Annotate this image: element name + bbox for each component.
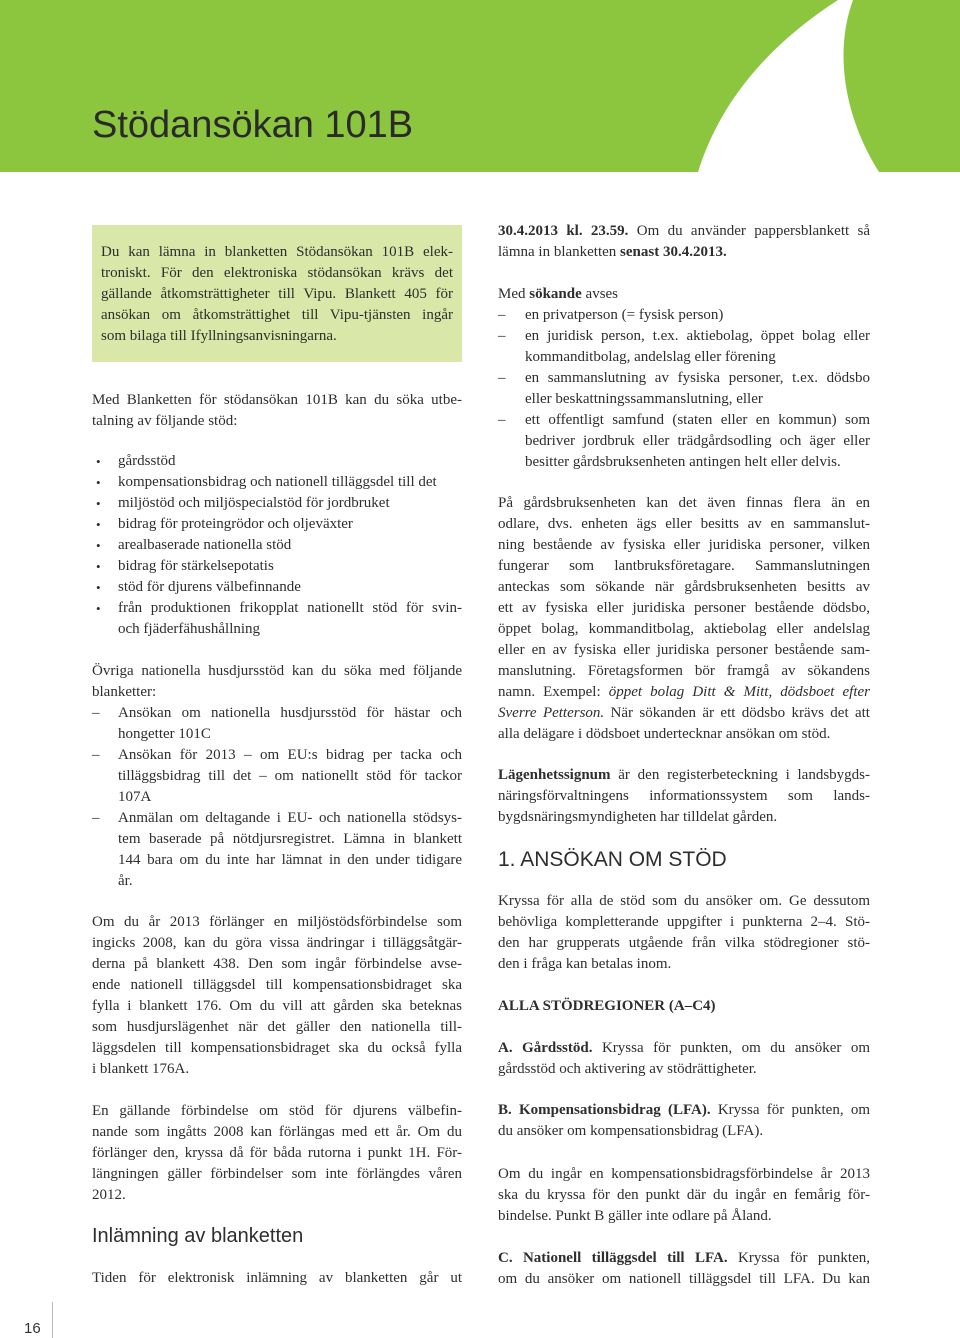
text-line: gårdsstöd <box>118 452 176 469</box>
list-item-text <box>525 305 870 326</box>
list-item <box>92 577 462 598</box>
text-line: längningen gäller förbindelser som inte förlängdes våren <box>92 1165 462 1182</box>
bullet-marker: • <box>96 579 101 595</box>
list-item <box>498 368 870 410</box>
text-line <box>498 221 870 242</box>
submission-heading: Inlämning av blanketten <box>92 1225 304 1247</box>
italic-text: Sverre Petterson. <box>498 704 605 721</box>
text-line: 107A <box>118 788 152 805</box>
text-line: Om du ingår en kompensationsbidragsförbindelse år 2013 <box>498 1165 870 1182</box>
text-line: hongetter 101C <box>118 725 211 742</box>
list-item <box>92 472 462 493</box>
list-item-text <box>118 808 462 892</box>
text-line: bedriver jordbruk eller trädgårdsodling och äger eller <box>525 432 870 449</box>
list-item <box>92 703 462 745</box>
text-line: från produktionen frikopplat nationellt stöd för svin- <box>118 599 462 616</box>
intro-note-text <box>101 242 453 347</box>
dash-marker: – <box>498 306 506 323</box>
bullet-marker: • <box>96 516 101 532</box>
list-item <box>92 451 462 472</box>
text-line: Om du år 2013 förlänger en miljöstödsförbindelse som <box>92 913 462 930</box>
text-line: anteckas som sökande när gårdsbruksenheten besitts av <box>498 578 870 595</box>
list-item-text <box>118 703 462 745</box>
text-text: avses <box>581 285 619 302</box>
dash-marker: – <box>92 746 100 763</box>
text-line: ende nationell tilläggsdel till kompensationsbidraget ska <box>92 976 462 993</box>
text-line: en sammanslutning av fysiska personer, t.ex. dödsbo <box>525 369 870 386</box>
text-line: ning bestående av fysiska eller juridiska personer, vilken <box>498 536 870 553</box>
bold-text: C. Nationell tilläggsdel till LFA. <box>498 1249 728 1266</box>
list-item <box>92 535 462 556</box>
list-item-text <box>118 598 462 640</box>
list-item-text <box>118 535 462 556</box>
text-line: den i fråga kan betalas inom. <box>498 955 672 972</box>
section-1-heading: 1. ANSÖKAN OM STÖD <box>498 848 727 871</box>
text-line: näringsförvaltningens informationssystem som lands- <box>498 787 870 804</box>
list-item <box>92 598 462 640</box>
all-regions-heading: ALLA STÖDREGIONER (A–C4) <box>498 997 716 1014</box>
text-line: en juridisk person, t.ex. aktiebolag, öppet bolag eller <box>525 327 870 344</box>
text-line: fylla i blankett 176. Om du vill att gården ska beteknas <box>92 997 462 1014</box>
header-banner <box>0 0 960 172</box>
text-text: Kryssa för punkten, om <box>710 1101 870 1118</box>
text-line: En gällande förbindelse om stöd för djurens välbefin- <box>92 1102 462 1119</box>
list-item <box>92 556 462 577</box>
list-item <box>498 410 870 473</box>
text-line: bygdsnäringsmyndigheten har tilldelat gården. <box>498 808 778 825</box>
text-line: nande som ingåtts 2008 kan förlängas med ett år. Om du <box>92 1123 462 1140</box>
list-item-text <box>118 472 462 493</box>
list-item-text <box>118 577 462 598</box>
text-line: Övriga nationella husdjursstöd kan du söka med följande <box>92 662 462 679</box>
text-line: läggsdelen till kompensationsbidraget ska du också fylla <box>92 1039 462 1056</box>
list-item <box>92 808 462 892</box>
text-line <box>498 242 870 263</box>
text-line: tilläggsbidrag till det – om nationellt stöd för tackor <box>118 767 462 784</box>
list-item <box>92 514 462 535</box>
text-line: ett offentligt samfund (staten eller en kommun) som <box>525 411 870 428</box>
text-line <box>498 1100 870 1121</box>
list-item-text <box>118 745 462 808</box>
bold-text: Lägenhetssignum <box>498 766 611 783</box>
text-text: lämna in blanketten <box>498 243 621 260</box>
bullet-marker: • <box>96 600 101 616</box>
other-forms-intro-paragraph <box>92 661 462 703</box>
italic-text: öppet bolag Ditt & Mitt, dödsboet efter <box>608 683 870 700</box>
list-item-text <box>118 451 462 472</box>
text-line: gårdsstöd och aktivering av stödrättigheter. <box>498 1060 757 1077</box>
bold-text: 30.4.2013 kl. 23.59. <box>498 222 629 239</box>
bold-text: A. Gårdsstöd. <box>498 1039 593 1056</box>
text-line: bidrag för proteingrödor och oljeväxter <box>118 515 353 532</box>
list-item-text <box>118 514 462 535</box>
dash-marker: – <box>92 704 100 721</box>
list-item <box>92 493 462 514</box>
submission-paragraph <box>92 1268 462 1289</box>
bullet-marker: • <box>96 474 101 490</box>
text-line <box>498 682 870 703</box>
text-line: kompensationsbidrag och nationell tilläggsdel till det <box>118 473 437 490</box>
dash-marker: – <box>498 369 506 386</box>
other-forms-list <box>92 703 462 892</box>
list-item-text <box>118 493 462 514</box>
text-line: du ansöker om kompensationsbidrag (LFA). <box>498 1122 764 1139</box>
lagenhetssignum-paragraph <box>498 765 870 828</box>
text-text: Kryssa för punkten, om du ansöker om <box>592 1039 870 1056</box>
dash-marker: – <box>92 809 100 826</box>
text-line: Tiden för elektronisk inlämning av blanketten går ut <box>92 1269 462 1286</box>
bullet-marker: • <box>96 453 101 469</box>
text-line: blanketter: <box>92 683 157 700</box>
item-b-paragraph <box>498 1100 870 1142</box>
section-1-paragraph <box>498 891 870 975</box>
deadline-paragraph <box>498 221 870 263</box>
page-title: Stödansökan 101B <box>92 104 414 146</box>
text-line: ingicks 2008, kan du göra vissa ändringar i tilläggsåtgär- <box>92 934 462 951</box>
text-line: Du kan lämna in blanketten Stödansökan 101B elek- <box>101 243 453 260</box>
text-line: som bilaga till Ifyllningsanvisningarna. <box>101 327 337 344</box>
text-line: bindelse. Punkt B gäller inte odlare på Åland. <box>498 1207 772 1224</box>
text-line: 2012. <box>92 1186 126 1203</box>
text-line: år. <box>118 872 133 889</box>
list-item-text <box>525 368 870 410</box>
dash-marker: – <box>498 327 506 344</box>
support-types-list <box>92 451 462 640</box>
text-line: behövliga kompletterande uppgifter i punkterna 2–4. Stö- <box>498 913 870 930</box>
text-text: Kryssa för punkten, <box>727 1249 870 1266</box>
farm-unit-paragraph <box>498 493 870 745</box>
text-line: och fjäderfähushållning <box>118 620 261 637</box>
bold-text: B. Kompensationsbidrag (LFA). <box>498 1101 711 1118</box>
item-c-paragraph <box>498 1248 870 1290</box>
text-line: förlänger den, kryssa då för båda rutorna i punkt 1H. För- <box>92 1144 462 1161</box>
dash-marker: – <box>498 411 506 428</box>
environment-commitment-paragraph <box>92 912 462 1080</box>
text-line: stöd för djurens välbefinnande <box>118 578 301 595</box>
bold-text: senast 30.4.2013. <box>620 243 727 260</box>
text-line: om du ansöker om nationell tilläggsdel till LFA. Du kan <box>498 1270 870 1287</box>
text-line: miljöstöd och miljöspecialstöd för jordbruket <box>118 494 390 511</box>
text-line: Ansökan om nationella husdjursstöd för hästar och <box>118 704 462 721</box>
bullet-marker: • <box>96 537 101 553</box>
text-line: Ansökan för 2013 – om EU:s bidrag per tacka och <box>118 746 462 763</box>
text-line: Anmälan om deltagande i EU- och nationella stödsys- <box>118 809 462 826</box>
list-item <box>92 745 462 808</box>
text-line: odlare, dvs. enheten ägs eller besitts av en sammanslut- <box>498 515 870 532</box>
text-text: Om du använder pappersblankett så <box>628 222 870 239</box>
text-line: den har grupperats utgående från vilka stödregioner stö- <box>498 934 870 951</box>
text-text: är den registerbeteckning i landsbygds- <box>610 766 870 783</box>
page-number: 16 <box>24 1320 41 1337</box>
text-line <box>498 703 870 724</box>
text-line: alla delägare i dödsboet undertecknar ansökan om stöd. <box>498 725 831 742</box>
applicant-types-list <box>498 305 870 473</box>
item-a-paragraph <box>498 1038 870 1080</box>
page-margin-rule <box>52 1302 53 1338</box>
bullet-marker: • <box>96 495 101 511</box>
text-line: fungerar som lantbruksföretagare. Sammanslutningen <box>498 557 870 574</box>
list-item-text <box>525 410 870 473</box>
text-text: Med <box>498 285 530 302</box>
text-line: 144 bara om du inte har lämnat in den under tidigare <box>118 851 462 868</box>
text-text: När sökanden är ett dödsbo krävs det att <box>604 704 870 721</box>
text-line: besitter gårdsbruksenheten antingen helt eller delvis. <box>525 453 841 470</box>
text-text: namn. Exempel: <box>498 683 609 700</box>
list-item-text <box>525 326 870 368</box>
text-line: en privatperson (= fysisk person) <box>525 306 724 323</box>
applicant-definition-paragraph <box>498 284 870 305</box>
text-line: öppet bolag, kommanditbolag, aktiebolag eller andelslag <box>498 620 870 637</box>
text-line: gällande åtkomsträttigheter till Vipu. Blankett 405 för <box>101 285 453 302</box>
support-intro-paragraph <box>92 390 462 432</box>
text-line <box>498 765 870 786</box>
text-line: derna på blankett 438. Den som ingår förbindelse avse- <box>92 955 462 972</box>
text-line: bidrag för stärkelsepotatis <box>118 557 274 574</box>
text-line: ett av fysiska eller juridiska personer bestående dödsbo, <box>498 599 870 616</box>
list-item <box>498 305 870 326</box>
text-line: som husdjurslägenhet när det gäller den nationella till- <box>92 1018 462 1035</box>
text-line: tem baserade på nötdjursregistret. Lämna in blankett <box>118 830 462 847</box>
lfa-commitment-paragraph <box>498 1164 870 1227</box>
text-line: kommanditbolag, andelslag eller förening <box>525 348 776 365</box>
text-line: På gårdsbruksenheten kan det även finnas flera än en <box>498 494 870 511</box>
text-line: i blankett 176A. <box>92 1060 190 1077</box>
text-line: Med Blanketten för stödansökan 101B kan du söka utbe- <box>92 391 462 408</box>
text-line <box>498 284 870 305</box>
text-line: talning av följande stöd: <box>92 412 238 429</box>
text-line: ansökan om åtkomsträttighet till Vipu-tjänsten ingår <box>101 306 453 323</box>
list-item-text <box>118 556 462 577</box>
text-line: arealbaserade nationella stöd <box>118 536 292 553</box>
text-line: ska du kryssa för den punkt där du ingår en femårig för- <box>498 1186 870 1203</box>
text-line: manslutning. Företagsformen bör framgå av sökandens <box>498 662 870 679</box>
text-line: Kryssa för alla de stöd som du ansöker om. Ge dessutom <box>498 892 870 909</box>
list-item <box>498 326 870 368</box>
text-line: eller en av fysiska eller juridiska personer bestående sam- <box>498 641 870 658</box>
text-line: troniskt. För den elektroniska stödansökan krävs det <box>101 264 453 281</box>
text-line <box>498 1038 870 1059</box>
bold-text: sökande <box>529 285 582 302</box>
text-line <box>498 1248 870 1269</box>
bullet-marker: • <box>96 558 101 574</box>
animal-welfare-paragraph <box>92 1101 462 1206</box>
text-line: eller beskattningssammanslutning, eller <box>525 390 763 407</box>
